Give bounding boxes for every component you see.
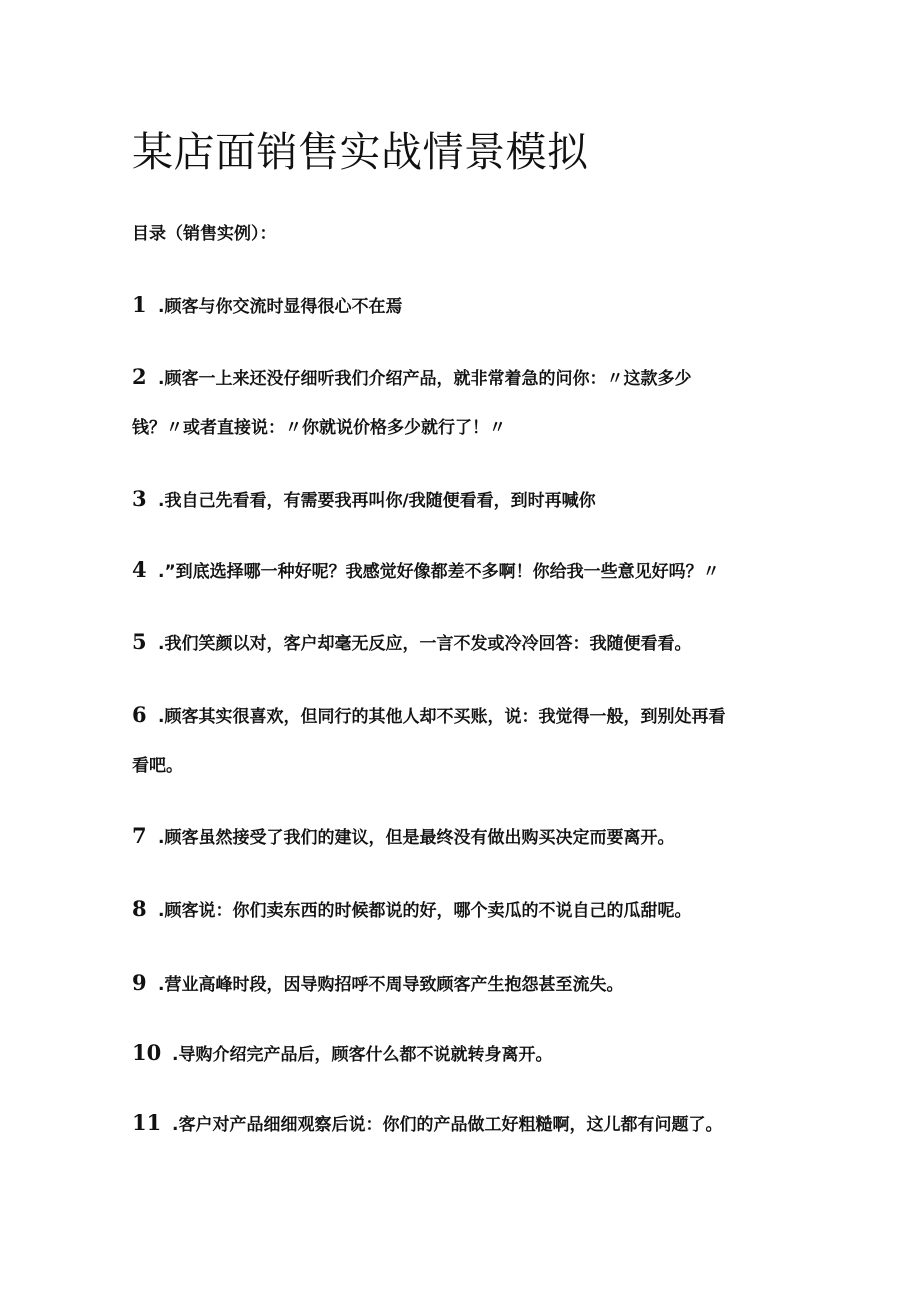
toc-item-text: .营业高峰时段，因导购招呼不周导致顾客产生抱怨甚至流失。	[158, 975, 624, 995]
toc-item-text: .顾客其实很喜欢，但同行的其他人却不买账，说：我觉得一般，到别处再看	[158, 707, 726, 727]
toc-item-8	[132, 896, 691, 924]
toc-item-number: 3	[132, 486, 147, 511]
toc-item-2	[132, 364, 691, 392]
toc-item-text: .导购介绍完产品后，顾客什么都不说就转身离开。	[172, 1045, 553, 1065]
toc-item-text: .顾客一上来还没仔细听我们介绍产品，就非常着急的问你：〃这款多少	[158, 369, 692, 389]
toc-item-6-continuation: 看吧。	[132, 756, 183, 776]
toc-item-number: 4	[132, 557, 147, 582]
toc-item-text: .顾客虽然接受了我们的建议，但是最终没有做出购买决定而要离开。	[158, 828, 675, 848]
toc-item-2-continuation: 钱？〃或者直接说：〃你就说价格多少就行了！〃	[132, 418, 506, 438]
toc-item-number: 6	[132, 702, 147, 727]
toc-item-6	[132, 702, 725, 730]
toc-item-number: 5	[132, 629, 147, 654]
toc-item-text: .我自己先看看，有需要我再叫你/我随便看看，到时再喊你	[158, 491, 596, 511]
toc-item-number: 1	[132, 292, 147, 317]
toc-item-text: .客户对产品细细观察后说：你们的产品做工好粗糙啊，这儿都有问题了。	[172, 1115, 723, 1135]
toc-item-text: .顾客说：你们卖东西的时候都说的好，哪个卖瓜的不说自己的瓜甜呢。	[158, 901, 692, 921]
toc-item-number: 7	[132, 823, 147, 848]
toc-item-7	[132, 823, 674, 851]
document-title: 某店面销售实战情景模拟	[132, 128, 589, 176]
toc-item-3	[132, 486, 596, 514]
toc-item-4	[132, 557, 720, 585]
toc-item-5	[132, 629, 691, 657]
toc-heading: 目录（销售实例）：	[132, 224, 277, 244]
toc-item-number: 2	[132, 364, 147, 389]
toc-item-text: .顾客与你交流时显得很心不在焉	[158, 297, 403, 317]
toc-item-9	[132, 970, 623, 998]
toc-item-number: 8	[132, 896, 147, 921]
toc-item-10	[132, 1040, 552, 1068]
toc-item-number: 11	[132, 1110, 162, 1135]
toc-item-11	[132, 1110, 722, 1138]
toc-item-1	[132, 292, 402, 320]
toc-item-text: .我们笑颜以对，客户却毫无反应，一言不发或冷冷回答：我随便看看。	[158, 634, 692, 654]
toc-item-text: .”到底选择哪一种好呢？我感觉好像都差不多啊！你给我一些意见好吗？〃	[158, 562, 720, 582]
toc-item-number: 10	[132, 1040, 162, 1065]
toc-item-number: 9	[132, 970, 147, 995]
